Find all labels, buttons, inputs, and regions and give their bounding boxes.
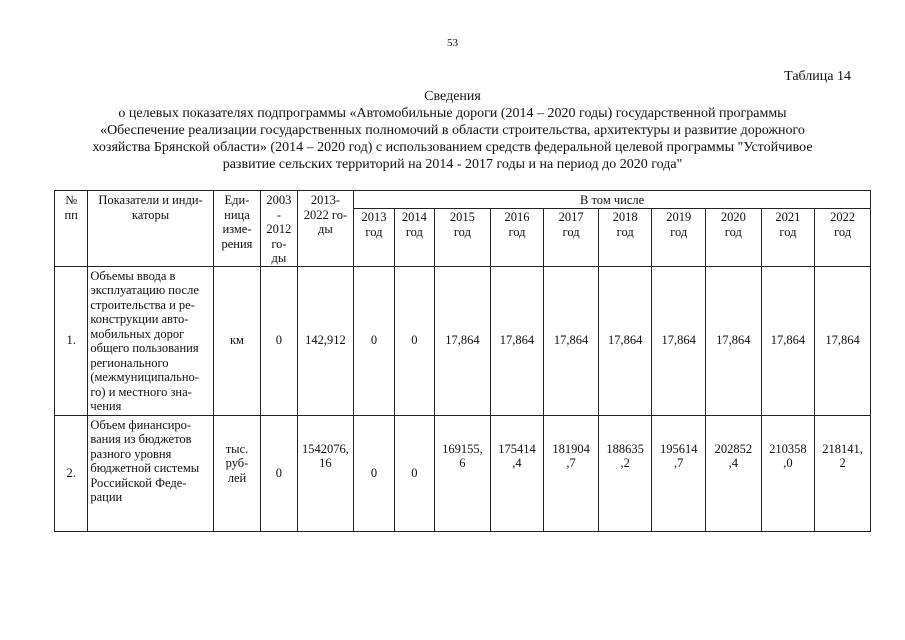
row-year-value: 0 (394, 266, 434, 415)
row-year-value: 175414 ,4 (490, 415, 544, 531)
header-year: 2013 год (354, 209, 394, 266)
header-period-2003-2012: 2003 - 2012 го- ды (261, 191, 297, 267)
row-year-value: 17,864 (598, 266, 652, 415)
row-indicator: Объемы ввода в эксплуатацию после строительства и ре- конструкции авто- мобильных дорог общего пользования регионального (межмуниципально- го) и местного зна- чения (88, 266, 213, 415)
header-period-2013-2022: 2013- 2022 го- ды (297, 191, 354, 267)
header-year: 2018 год (598, 209, 652, 266)
header-year: 2022 год (815, 209, 871, 266)
header-indicator: Показатели и инди- каторы (88, 191, 213, 267)
heading-title: Сведения (424, 89, 481, 104)
table-label: Таблица 14 (784, 69, 851, 84)
header-year: 2014 год (394, 209, 434, 266)
heading-line: о целевых показателях подпрограммы «Автомобильные дороги (2014 – 2020 годы) государственной программы (118, 106, 787, 121)
document-heading (40, 88, 865, 173)
row-unit: тыс. руб- лей (213, 415, 261, 531)
table-row (55, 266, 871, 415)
row-year-value: 17,864 (490, 266, 544, 415)
header-year: 2017 год (544, 209, 599, 266)
row-num: 1. (55, 266, 88, 415)
row-year-value: 188635 ,2 (598, 415, 652, 531)
indicators-table (54, 190, 871, 532)
row-year-value: 0 (394, 415, 434, 531)
heading-line: «Обеспечение реализации государственных полномочий в области строительства, архитектуры и развитие дорожного (100, 123, 805, 138)
row-year-value: 17,864 (435, 266, 491, 415)
row-period-2003-2012: 0 (261, 415, 297, 531)
row-year-value: 17,864 (544, 266, 599, 415)
row-year-value: 17,864 (815, 266, 871, 415)
row-unit: км (213, 266, 261, 415)
table-header-row (55, 191, 871, 209)
row-year-value: 17,864 (706, 266, 762, 415)
heading-line: хозяйства Брянской области» (2014 – 2020 год) с использованием средств федеральной целевой программы "Устойчивое (92, 140, 813, 155)
row-year-value: 210358 ,0 (761, 415, 815, 531)
row-year-value: 17,864 (652, 266, 706, 415)
row-year-value: 0 (354, 415, 394, 531)
header-year: 2021 год (761, 209, 815, 266)
heading-line: развитие сельских территорий на 2014 - 2017 годы и на период до 2020 года" (222, 157, 683, 172)
row-year-value: 169155, 6 (435, 415, 491, 531)
header-num: № пп (55, 191, 88, 267)
row-period-2003-2012: 0 (261, 266, 297, 415)
header-year: 2015 год (435, 209, 491, 266)
header-including: В том числе (354, 191, 871, 209)
row-year-value: 218141, 2 (815, 415, 871, 531)
row-period-2013-2022: 142,912 (297, 266, 354, 415)
table-row (55, 415, 871, 531)
row-year-value: 0 (354, 266, 394, 415)
page-number: 53 (447, 37, 458, 49)
row-num: 2. (55, 415, 88, 531)
row-year-value: 181904 ,7 (544, 415, 599, 531)
header-year: 2019 год (652, 209, 706, 266)
row-year-value: 202852 ,4 (706, 415, 762, 531)
row-year-value: 195614 ,7 (652, 415, 706, 531)
row-period-2013-2022: 1542076, 16 (297, 415, 354, 531)
header-year: 2020 год (706, 209, 762, 266)
header-year: 2016 год (490, 209, 544, 266)
row-year-value: 17,864 (761, 266, 815, 415)
header-unit: Еди- ница изме- рения (213, 191, 261, 267)
row-indicator: Объем финансиро- вания из бюджетов разного уровня бюджетной системы Российской Феде- рации (88, 415, 213, 531)
